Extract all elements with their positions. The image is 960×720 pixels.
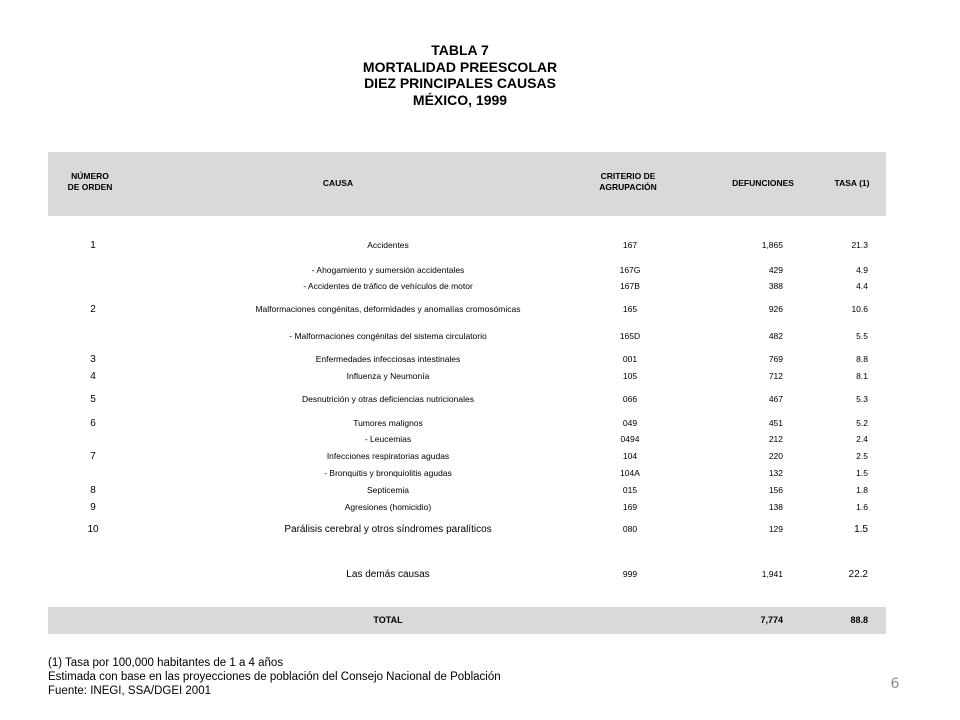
row-cause: - Accidentes de tráfico de vehículos de motor: [303, 281, 473, 291]
row-criterion: 066: [622, 394, 638, 404]
row-rate: 1.5: [854, 524, 868, 535]
table-row: [48, 485, 886, 499]
title-line-2: MORTALIDAD PREESCOLAR: [362, 58, 558, 75]
row-deaths: 467: [768, 394, 783, 404]
table-row: [48, 240, 886, 254]
row-cause: - Malformaciones congénitas del sistema circulatorio: [289, 331, 487, 341]
row-criterion: 104A: [620, 468, 640, 478]
header-tasa: TASA (1): [834, 178, 870, 188]
row-cause: Tumores malignos: [353, 418, 423, 428]
row-deaths: 1,941: [761, 569, 783, 579]
row-rate: 8.1: [856, 371, 868, 381]
row-deaths: 132: [768, 468, 783, 478]
row-number: 7: [90, 451, 96, 462]
table-title: [300, 42, 620, 108]
row-cause: - Ahogamiento y sumersión accidentales: [311, 265, 465, 275]
row-rate: 22.2: [848, 569, 868, 580]
total-rate: 88.8: [850, 615, 868, 625]
row-rate: 4.4: [856, 281, 868, 291]
row-criterion: 165: [622, 304, 638, 314]
row-criterion: 0494: [620, 434, 640, 444]
title-line-3: DIEZ PRINCIPALES CAUSAS: [364, 75, 556, 91]
header-causa: CAUSA: [322, 178, 354, 188]
row-rate: 5.2: [856, 418, 868, 428]
row-cause: Accidentes: [367, 240, 409, 250]
row-cause: - Bronquitis y bronquiolitis agudas: [324, 468, 452, 478]
row-number: 3: [90, 354, 96, 365]
row-number: 1: [90, 240, 96, 251]
row-deaths: 482: [768, 331, 783, 341]
row-criterion: 049: [622, 418, 638, 428]
row-cause: Septicemia: [366, 485, 410, 495]
row-cause: Parálisis cerebral y otros síndromes paralíticos: [284, 524, 492, 535]
row-deaths: 926: [768, 304, 783, 314]
row-deaths: 712: [768, 371, 783, 381]
row-criterion: 169: [622, 502, 638, 512]
row-criterion: 105: [622, 371, 638, 381]
total-deaths: 7,774: [760, 615, 783, 625]
header-defunciones: DEFUNCIONES: [732, 178, 794, 188]
row-deaths: 212: [768, 434, 783, 444]
row-rate: 2.5: [856, 451, 868, 461]
table-row: [48, 304, 886, 318]
table-row: [48, 281, 886, 295]
row-deaths: 129: [768, 524, 783, 534]
row-number: 5: [90, 394, 96, 405]
row-rate: 1.5: [856, 468, 868, 478]
row-deaths: 769: [768, 354, 783, 364]
row-criterion: 015: [622, 485, 638, 495]
header-numero: NÚMERO DE ORDEN: [67, 171, 113, 192]
row-rate: 21.3: [851, 240, 868, 250]
row-deaths: 156: [768, 485, 783, 495]
row-number: 8: [90, 485, 96, 496]
row-number: 9: [90, 502, 96, 513]
table-header: [48, 152, 886, 216]
row-rate: 5.3: [856, 394, 868, 404]
row-rate: 1.8: [856, 485, 868, 495]
row-number: 2: [90, 304, 96, 315]
row-cause: Enfermedades infecciosas intestinales: [315, 354, 461, 364]
row-cause: - Leucemias: [364, 434, 412, 444]
row-deaths: 451: [768, 418, 783, 428]
page-number: 6: [890, 676, 900, 692]
table-row: [48, 371, 886, 385]
row-deaths: 388: [768, 281, 783, 291]
row-criterion: 001: [622, 354, 638, 364]
header-criterio: CRITERIO DE AGRUPACIÓN: [599, 171, 657, 192]
row-criterion: 167: [622, 240, 638, 250]
row-criterion: 165D: [619, 331, 641, 341]
table-row: [48, 468, 886, 482]
row-deaths: 429: [768, 265, 783, 275]
total-row: [48, 607, 886, 634]
row-rate: 4.9: [856, 265, 868, 275]
row-number: 6: [90, 418, 96, 429]
footnote-rate: (1) Tasa por 100,000 habitantes de 1 a 4 años: [48, 657, 284, 669]
row-criterion: 999: [622, 569, 638, 579]
table-row: [48, 524, 886, 538]
total-label: TOTAL: [373, 615, 403, 625]
row-number: 10: [87, 524, 99, 535]
table-row: [48, 331, 886, 345]
row-cause: Desnutrición y otras deficiencias nutricionales: [302, 394, 474, 404]
title-line-4: MÉXICO, 1999: [412, 91, 508, 108]
table-row: [48, 394, 886, 408]
footnote-estimate: Estimada con base en las proyecciones de población del Consejo Nacional de Población: [48, 671, 501, 683]
row-criterion: 167B: [620, 281, 640, 291]
row-deaths: 220: [768, 451, 783, 461]
row-number: 4: [90, 371, 96, 382]
table-row: [48, 569, 886, 583]
row-rate: 10.6: [851, 304, 868, 314]
row-criterion: 104: [622, 451, 638, 461]
row-cause: Malformaciones congénitas, deformidades y anomalías cromosómicas: [255, 304, 521, 314]
table-row: [48, 502, 886, 516]
table-row: [48, 265, 886, 279]
row-rate: 8.8: [856, 354, 868, 364]
table-row: [48, 451, 886, 465]
row-cause: Infecciones respiratorias agudas: [326, 451, 450, 461]
row-rate: 5.5: [856, 331, 868, 341]
row-criterion: 167G: [619, 265, 641, 275]
title-line-1: TABLA 7: [431, 42, 489, 58]
row-cause: Las demás causas: [346, 569, 430, 580]
row-deaths: 1,865: [761, 240, 783, 250]
row-deaths: 138: [768, 502, 783, 512]
table-row: [48, 354, 886, 368]
row-cause: Influenza y Neumonía: [346, 371, 430, 381]
row-cause: Agresiones (homicidio): [344, 502, 432, 512]
table-row: [48, 418, 886, 432]
row-criterion: 080: [622, 524, 638, 534]
table-row: [48, 434, 886, 448]
footnote-source: Fuente: INEGI, SSA/DGEI 2001: [48, 685, 211, 697]
row-rate: 1.6: [856, 502, 868, 512]
row-rate: 2.4: [856, 434, 868, 444]
footnotes: [48, 656, 501, 698]
